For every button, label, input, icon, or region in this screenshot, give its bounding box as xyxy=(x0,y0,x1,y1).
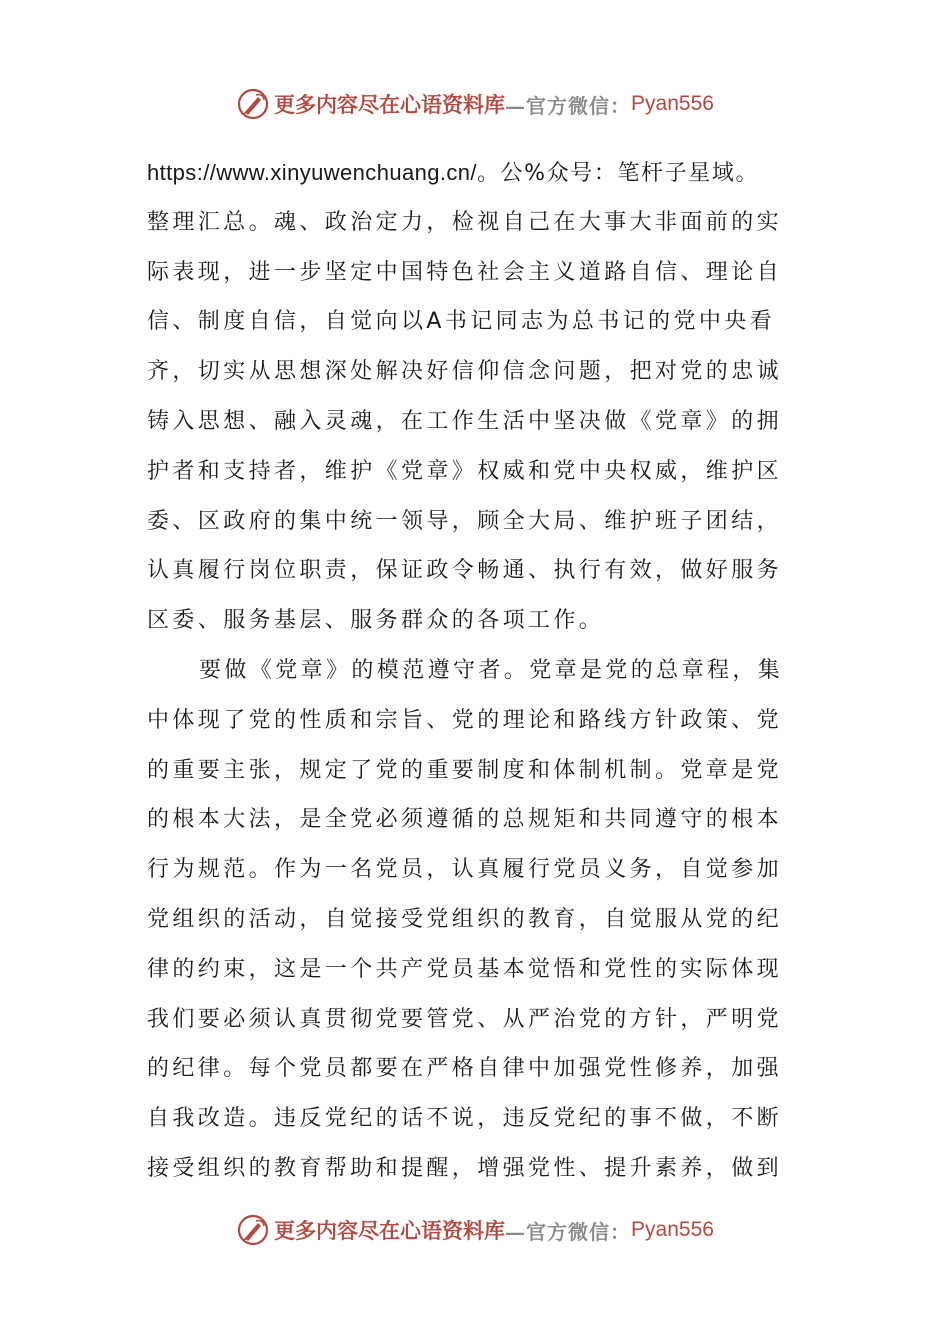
text-line-3: 信、制度自信，自觉向以A书记同志为总书记的党中央看 xyxy=(147,309,776,335)
text-line-4: 齐，切实从思想深处解决好信仰信念问题，把对党的忠诚 xyxy=(147,359,783,385)
text-line-1: 整理汇总。魂、政治定力，检视自己在大事大非面前的实 xyxy=(147,209,783,235)
text-line-7: 委、区政府的集中统一领导，顾全大局、维护班子团结， xyxy=(147,508,783,534)
banner-site-name: 更多内容尽在心语资料库 xyxy=(274,1218,506,1243)
banner-wechat-label: —官方微信： xyxy=(505,1219,632,1244)
text-line-10: 要做《党章》的模范遵守者。党章是党的总章程，集 xyxy=(199,657,784,683)
header-banner xyxy=(0,84,950,124)
text-line-15: 党组织的活动，自觉接受党组织的教育，自觉服从党的纪 xyxy=(147,906,783,932)
website-url[interactable]: https://www.xinyuwenchuang.cn/ xyxy=(147,160,477,185)
text-line-17: 我们要必须认真贯彻党要管党、从严治党的方针，严明党 xyxy=(147,1006,783,1032)
text-line-6: 护者和支持者，维护《党章》权威和党中央权威，维护区 xyxy=(147,458,783,484)
text-line-11: 中体现了党的性质和宗旨、党的理论和路线方针政策、党 xyxy=(147,707,783,733)
text-line-16: 律的约束，这是一个共产党员基本觉悟和党性的实际体现 xyxy=(147,956,783,982)
text-line-0 xyxy=(147,148,807,198)
url-line-rest: 。公%众号：笔杆子星域。 xyxy=(476,161,760,186)
banner-wechat-id: Pyan556 xyxy=(631,1218,714,1241)
banner-wechat-label: —官方微信： xyxy=(505,93,632,118)
footer-banner xyxy=(0,1210,950,1250)
text-line-20: 接受组织的教育帮助和提醒，增强党性、提升素养，做到 xyxy=(147,1155,783,1181)
banner-wechat-id: Pyan556 xyxy=(631,92,714,115)
text-line-14: 行为规范。作为一名党员，认真履行党员义务，自觉参加 xyxy=(147,857,783,883)
document-body xyxy=(147,148,807,1194)
text-line-19: 自我改造。违反党纪的话不说，违反党纪的事不做，不断 xyxy=(147,1106,783,1132)
text-line-13: 的根本大法，是全党必须遵循的总规矩和共同遵守的根本 xyxy=(147,807,783,833)
text-line-2: 际表现，进一步坚定中国特色社会主义道路自信、理论自 xyxy=(147,259,783,285)
text-line-8: 认真履行岗位职责，保证政令畅通、执行有效，做好服务 xyxy=(147,558,783,584)
text-line-12: 的重要主张，规定了党的重要制度和体制机制。党章是党 xyxy=(147,757,783,783)
text-line-9: 区委、服务基层、服务群众的各项工作。 xyxy=(147,608,605,634)
pen-logo-icon xyxy=(236,1213,270,1247)
banner-site-name: 更多内容尽在心语资料库 xyxy=(274,92,506,117)
text-line-5: 铸入思想、融入灵魂，在工作生活中坚决做《党章》的拥 xyxy=(147,408,783,434)
pen-logo-icon xyxy=(236,87,270,121)
text-line-18: 的纪律。每个党员都要在严格自律中加强党性修养，加强 xyxy=(147,1056,783,1082)
